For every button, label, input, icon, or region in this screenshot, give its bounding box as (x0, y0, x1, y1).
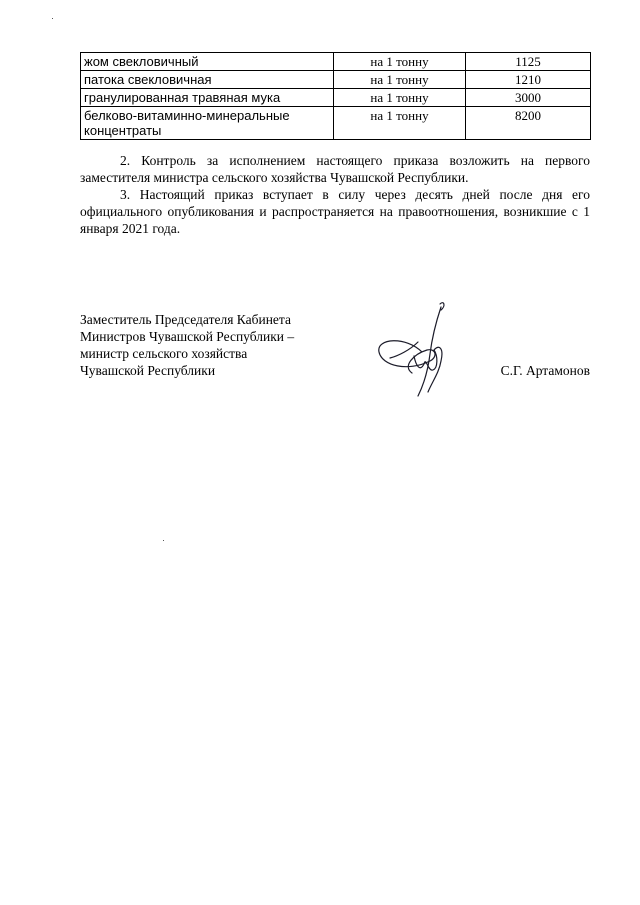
signature-stroke (379, 341, 435, 373)
clause-3: 3. Настоящий приказ вступает в силу через десять дней после дня его официального опубликования и распространяется на правоотношения, возникшие с 1 января 2021 года. (80, 187, 590, 236)
unit-cell: на 1 тонну (334, 107, 466, 140)
signature-stroke (414, 350, 437, 370)
value-cell: 8200 (466, 107, 591, 140)
table-row (81, 89, 591, 107)
product-name-cell: белково-витаминно-минеральные концентраты (81, 107, 334, 140)
table-row (81, 107, 591, 140)
clause-2: 2. Контроль за исполнением настоящего приказа возложить на первого заместителя министра сельского хозяйства Чувашской Республики. (80, 153, 590, 185)
unit-cell: на 1 тонну (334, 71, 466, 89)
table-row (81, 71, 591, 89)
unit-cell: на 1 тонну (334, 89, 466, 107)
value-cell: 1210 (466, 71, 591, 89)
position-line: Министров Чувашской Республики – (80, 329, 295, 344)
product-name-cell: патока свекловичная (81, 71, 334, 89)
position-line: Заместитель Председателя Кабинета (80, 312, 291, 327)
product-name-cell: жом свекловичный (81, 53, 334, 71)
position-line: министр сельского хозяйства (80, 346, 248, 361)
unit-cell: на 1 тонну (334, 53, 466, 71)
handwritten-signature (370, 298, 456, 402)
position-line: Чувашской Республики (80, 363, 216, 378)
signatory-position (80, 311, 340, 379)
signatory-name: С.Г. Артамонов (500, 363, 590, 378)
value-cell: 3000 (466, 89, 591, 107)
product-name-cell: гранулированная травяная мука (81, 89, 334, 107)
scan-speck (52, 18, 53, 19)
value-cell: 1125 (466, 53, 591, 71)
scan-speck (163, 540, 164, 541)
order-clauses (80, 152, 590, 237)
table-row (81, 53, 591, 71)
rates-table (80, 52, 591, 140)
